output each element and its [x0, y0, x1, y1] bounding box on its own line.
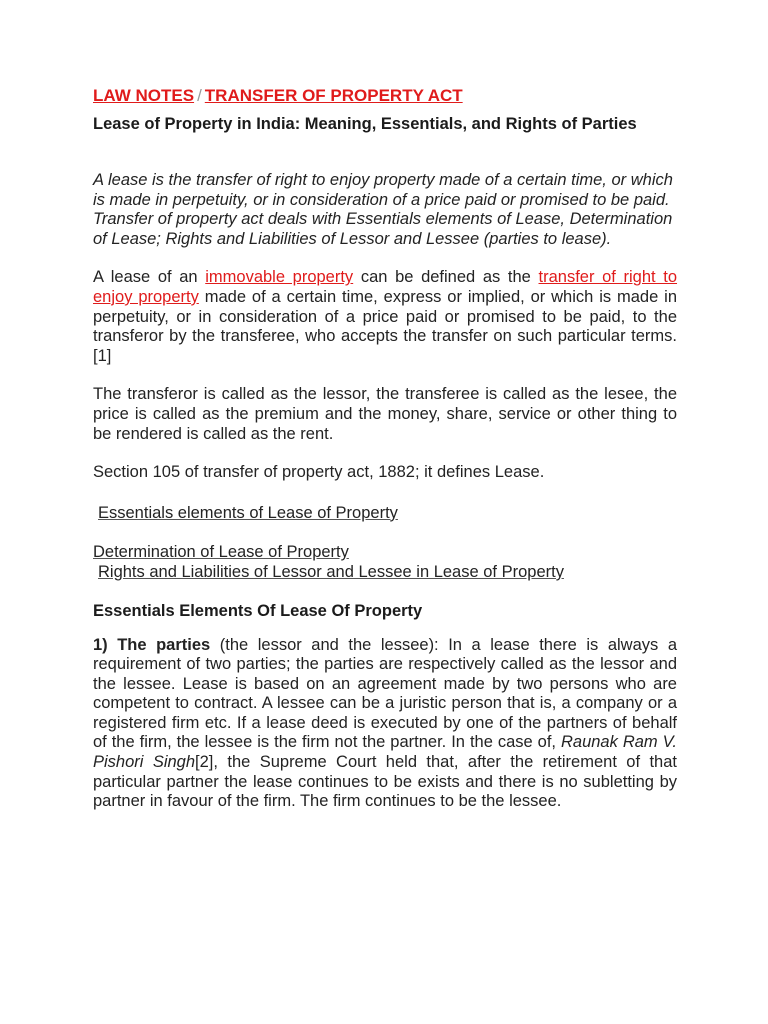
case-name: Raunak Ram V. Pishori Singh	[93, 733, 677, 772]
paragraph-text: A lease of an	[93, 268, 206, 287]
paragraph-text: (the lessor and the lessee): In a lease there is always a requirement of two parties; the parties are respectively called as the lessor and the lessee. Lease is based on an agreement made by two persons who are competent to contract. A lessee can be a juristic person that is, a company or a registered firm etc. If a lease deed is executed by one of the partners of behalf of the firm, the lessee is the firm not the partner. In the case of,	[93, 635, 677, 752]
section-heading: Essentials Elements Of Lease Of Property	[93, 601, 423, 620]
intro-paragraph: A lease is the transfer of right to enjoy property made of a certain time, or which is made in perpetuity, or in consideration of a price paid or promised to be paid. Transfer of property act deals with Essentials elements of Lease, Determination of Lease; Rights and Liabilities of Lessor and Lessee (parties to lease).	[93, 171, 673, 248]
breadcrumb	[93, 84, 677, 108]
document-page	[93, 84, 677, 812]
breadcrumb-transfer-of-property-act-link[interactable]: TRANSFER OF PROPERTY ACT	[204, 86, 463, 105]
toc-item-rights-liabilities	[93, 563, 677, 583]
toc-link-rights-liabilities[interactable]: Rights and Liabilities of Lessor and Lessee in Lease of Property	[98, 562, 564, 581]
toc-link-determination[interactable]: Determination of Lease of Property	[93, 543, 349, 562]
toc-item-determination	[93, 543, 677, 563]
toc-link-essentials[interactable]: Essentials elements of Lease of Property	[98, 503, 398, 522]
parties-paragraph	[93, 636, 677, 812]
section-105-paragraph: Section 105 of transfer of property act, 1882; it defines Lease.	[93, 463, 545, 482]
page-title: Lease of Property in India: Meaning, Essentials, and Rights of Parties	[93, 115, 637, 133]
parties-label: 1) The parties	[93, 635, 211, 654]
paragraph-text: can be defined as the	[353, 268, 539, 287]
transfer-of-right-link[interactable]: transfer of right to enjoy property	[93, 268, 678, 306]
paragraph-text: [2], the Supreme Court held that, after the retirement of that particular partner the lease continues to be exists and there is no subletting by partner in favour of the firm. The firm continues to be the lessee.	[93, 753, 677, 811]
toc-item-essentials	[93, 504, 677, 524]
breadcrumb-separator: /	[197, 86, 202, 105]
breadcrumb-law-notes-link[interactable]: LAW NOTES	[93, 86, 195, 105]
lessor-lessee-paragraph: The transferor is called as the lessor, the transferee is called as the lesee, the price is called as the premium and the money, share, service or other thing to be rendered is called as the rent.	[93, 385, 677, 443]
paragraph-text: made of a certain time, express or implied, or which is made in perpetuity, or in consideration of a price paid or promised to be paid, to the transferor by the transferee, who accepts the transfer on such particular terms.[1]	[93, 287, 677, 365]
lease-definition-paragraph	[93, 268, 677, 366]
immovable-property-link[interactable]: immovable property	[205, 268, 354, 287]
